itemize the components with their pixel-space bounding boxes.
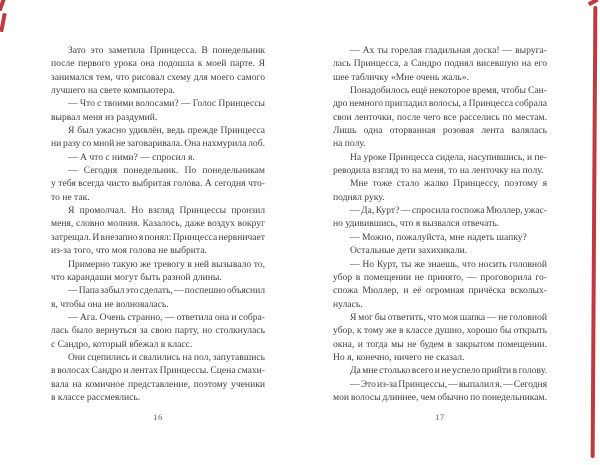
text-line: Я был ужасно удивлён, ведь прежде Принцесса bbox=[68, 125, 265, 137]
text-line: после первого урока она подошла к моей парте. Я bbox=[51, 58, 265, 70]
text-line: что карандаши могут быть разной длины. bbox=[51, 271, 222, 283]
text-line: с Сандро, который вбежал в класс. bbox=[51, 338, 193, 350]
text-line: ни разу со мной не заговаривала. Она нахмурила лоб. bbox=[51, 138, 265, 150]
book-edge-mark-icon bbox=[0, 0, 6, 11]
text-line: лась было вернуться за свою парту, но столкнулась bbox=[51, 325, 265, 337]
page-number-left: 16 bbox=[153, 412, 163, 422]
text-line: шее табличку «Мне очень жаль». bbox=[333, 71, 469, 83]
text-line: лучшего на свете компьютера. bbox=[51, 85, 175, 97]
text-line: Я мог бы ответить, что моя шапка — не головной bbox=[350, 311, 547, 323]
text-line: — Ага. Очень странно, — ответила она и собра- bbox=[68, 311, 265, 323]
text-line: — Но Курт, ты же знаешь, что носить головной bbox=[350, 258, 547, 270]
page-number-right: 17 bbox=[435, 412, 445, 422]
text-line: Остальные дети захихикали. bbox=[350, 245, 468, 257]
text-line: затрещал. И внезапно я понял: Принцесса нервничает bbox=[51, 231, 265, 243]
text-line: убор, к тому же в классе душно, хорошо бы открыть bbox=[333, 325, 547, 337]
text-line: — А что с ними? — спросил я. bbox=[68, 151, 195, 163]
page-right bbox=[333, 44, 547, 444]
text-line: но удивившись, что я вызвался отвечать. bbox=[333, 218, 500, 230]
book-edge-bar-icon bbox=[591, 6, 598, 458]
text-line: — Что с твоими волосами? — Голос Принцессы bbox=[68, 98, 265, 110]
text-line: На уроке Принцесса сидела, насупившись, и пе- bbox=[350, 151, 547, 163]
text-line: у тебя всегда чисто выбритая голова. А сегодня что- bbox=[51, 178, 265, 190]
text-line: Но я, конечно, ничего не сказал. bbox=[333, 351, 465, 363]
text-line: Лишь одна оторванная розовая лента валялась bbox=[333, 125, 547, 137]
text-line: нулась. bbox=[333, 298, 363, 310]
text-line: вала на комичное представление, поэтому ученики bbox=[51, 378, 265, 390]
text-line: реводила взгляд то на меня, то на ленточку на полу. bbox=[333, 165, 544, 177]
text-line: Мне тоже стало жалко Принцессу, поэтому я bbox=[350, 178, 547, 190]
text-line: Понадобилось ещё некоторое время, чтобы Сан- bbox=[350, 85, 547, 97]
text-line: из-за того, что моя голова не выбрита. bbox=[51, 245, 207, 257]
book-edge-mark-icon bbox=[0, 13, 6, 32]
text-line: поднял руку. bbox=[333, 191, 385, 203]
text-line: то не так. bbox=[51, 191, 90, 203]
text-line: — Ах ты горелая гладильная доска! — выруга- bbox=[350, 45, 547, 56]
text-line: меня, словно молния. Казалось, даже воздух вокруг bbox=[51, 218, 265, 230]
book-edge-mark-icon bbox=[588, 0, 598, 6]
text-line: вырвал меня из раздумий. bbox=[51, 111, 158, 123]
text-line: Они сцепились и свалились на пол, запутавшись bbox=[68, 351, 265, 363]
text-line: Я промолчал. Но взгляд Принцессы пронзил bbox=[68, 205, 265, 217]
text-line: — Да, Курт? — спросила госпожа Мюллер, ужас- bbox=[350, 205, 547, 217]
text-line: мои волосы длиннее, чем обычно по понедельникам. bbox=[333, 391, 547, 403]
text-line: Зато это заметила Принцесса. В понедельник bbox=[68, 45, 265, 56]
text-line: — Папа забыл это сделать, — поспешно объяснил bbox=[68, 285, 265, 297]
text-line: спожа Мюллер, и её огромная причёска всколых- bbox=[333, 285, 547, 297]
text-line: — Можно, пожалуйста, мне надеть шапку? bbox=[350, 231, 527, 243]
page-left bbox=[51, 44, 265, 444]
page-right-text bbox=[333, 44, 547, 404]
text-line: в классе рассмеялись. bbox=[51, 391, 141, 403]
text-line: свои ленточки, после чего все расселись по местам. bbox=[333, 111, 547, 123]
text-line: лась Принцесса, а Сандро поднял висевшую на его bbox=[333, 58, 547, 70]
page-left-text bbox=[51, 44, 265, 404]
text-line: на полу. bbox=[333, 138, 366, 150]
text-line: я, чтобы она не волновалась. bbox=[51, 298, 169, 310]
text-line: убор в помещении не принято, — проговорила го- bbox=[333, 271, 547, 283]
text-line: Да мне столько всего и не успело прийти в голову. bbox=[350, 365, 547, 377]
text-line: окна, и тогда мы не будем в закрытом помещении. bbox=[333, 338, 547, 350]
text-line: — Сегодня понедельник. По понедельникам bbox=[68, 165, 265, 177]
text-line: — Это из-за Принцессы, — выпалил я. — Сегодня bbox=[350, 378, 547, 390]
text-line: дро немного пригладил волосы, а Принцесса собрала bbox=[333, 98, 547, 110]
text-line: Примерно такую же тревогу в ней вызывало то, bbox=[68, 258, 265, 270]
text-line: занимался тем, что рисовал схему для моего самого bbox=[51, 71, 265, 83]
text-line: в волосах Сандро и лентах Принцессы. Сцена смахи- bbox=[51, 365, 265, 377]
